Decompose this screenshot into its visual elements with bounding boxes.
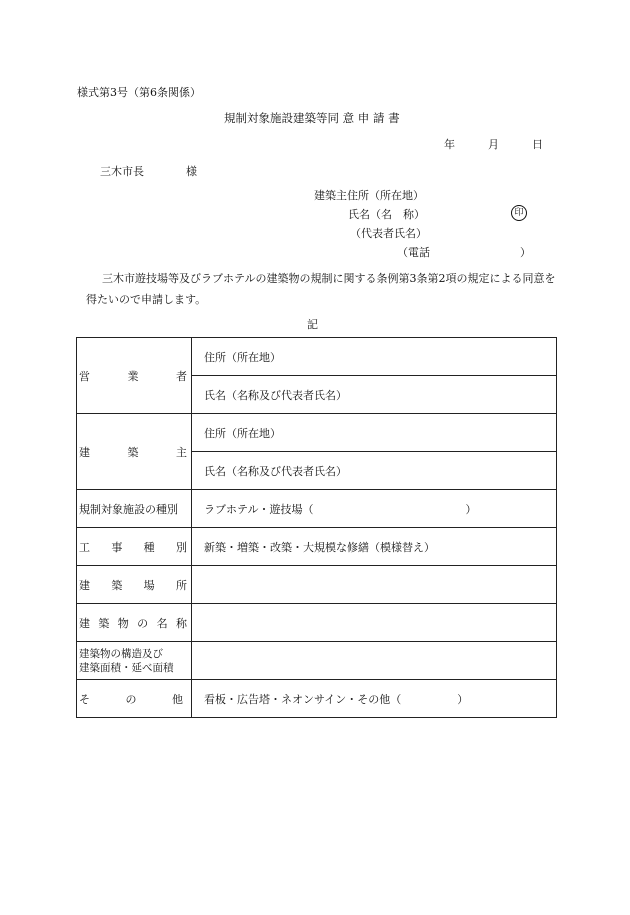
applicant-name-label: 氏名（名 称） xyxy=(348,208,425,221)
application-table xyxy=(76,337,557,718)
building-name-label: 建 築 物 の 名 称 xyxy=(77,604,192,642)
day-label: 日 xyxy=(532,138,543,151)
applicant-address-label: 建築主住所（所在地） xyxy=(314,189,424,202)
facility-type-field[interactable]: ラブホテル・遊技場（ ） xyxy=(192,490,557,528)
phone-close: ） xyxy=(520,246,531,259)
addressee xyxy=(100,163,197,179)
phone-label: （電話 xyxy=(397,246,430,259)
ki-heading: 記 xyxy=(307,318,318,331)
building-name-field[interactable] xyxy=(192,604,557,642)
operator-label: 営 業 者 xyxy=(77,338,192,414)
facility-type-label: 規制対象施設の種別 xyxy=(77,490,192,528)
other-field[interactable]: 看板・広告塔・ネオンサイン・その他（ ） xyxy=(192,680,557,718)
structure-area-label: 建築物の構造及び 建築面積・延べ面積 xyxy=(77,642,192,680)
representative-label: （代表者氏名） xyxy=(350,227,427,240)
builder-name-field[interactable]: 氏名（名称及び代表者氏名） xyxy=(192,452,557,490)
builder-label: 建 築 主 xyxy=(77,414,192,490)
operator-address-field[interactable]: 住所（所在地） xyxy=(192,338,557,376)
builder-address-field[interactable]: 住所（所在地） xyxy=(192,414,557,452)
structure-area-field[interactable] xyxy=(192,642,557,680)
work-type-field[interactable]: 新築・増築・改築・大規模な修繕（模様替え） xyxy=(192,528,557,566)
month-label: 月 xyxy=(488,138,499,151)
year-label: 年 xyxy=(444,138,455,151)
work-type-label: 工 事 種 別 xyxy=(77,528,192,566)
form-number: 様式第3号（第6条関係） xyxy=(77,86,201,99)
request-statement: 三木市遊技場等及びラブホテルの建築物の規制に関する条例第3条第2項の規定による同意を得たいので申請します。 xyxy=(86,272,556,306)
site-field[interactable] xyxy=(192,566,557,604)
seal-icon: 印 xyxy=(511,205,527,221)
operator-name-field[interactable]: 氏名（名称及び代表者氏名） xyxy=(192,376,557,414)
document-title: 規制対象施設建築等同 意 申 請 書 xyxy=(224,111,400,125)
date-line xyxy=(444,136,543,152)
site-label: 建 築 場 所 xyxy=(77,566,192,604)
addressee-name: 三木市長 xyxy=(100,165,144,178)
addressee-suffix: 様 xyxy=(186,165,197,178)
other-label: そ の 他 xyxy=(77,680,192,718)
